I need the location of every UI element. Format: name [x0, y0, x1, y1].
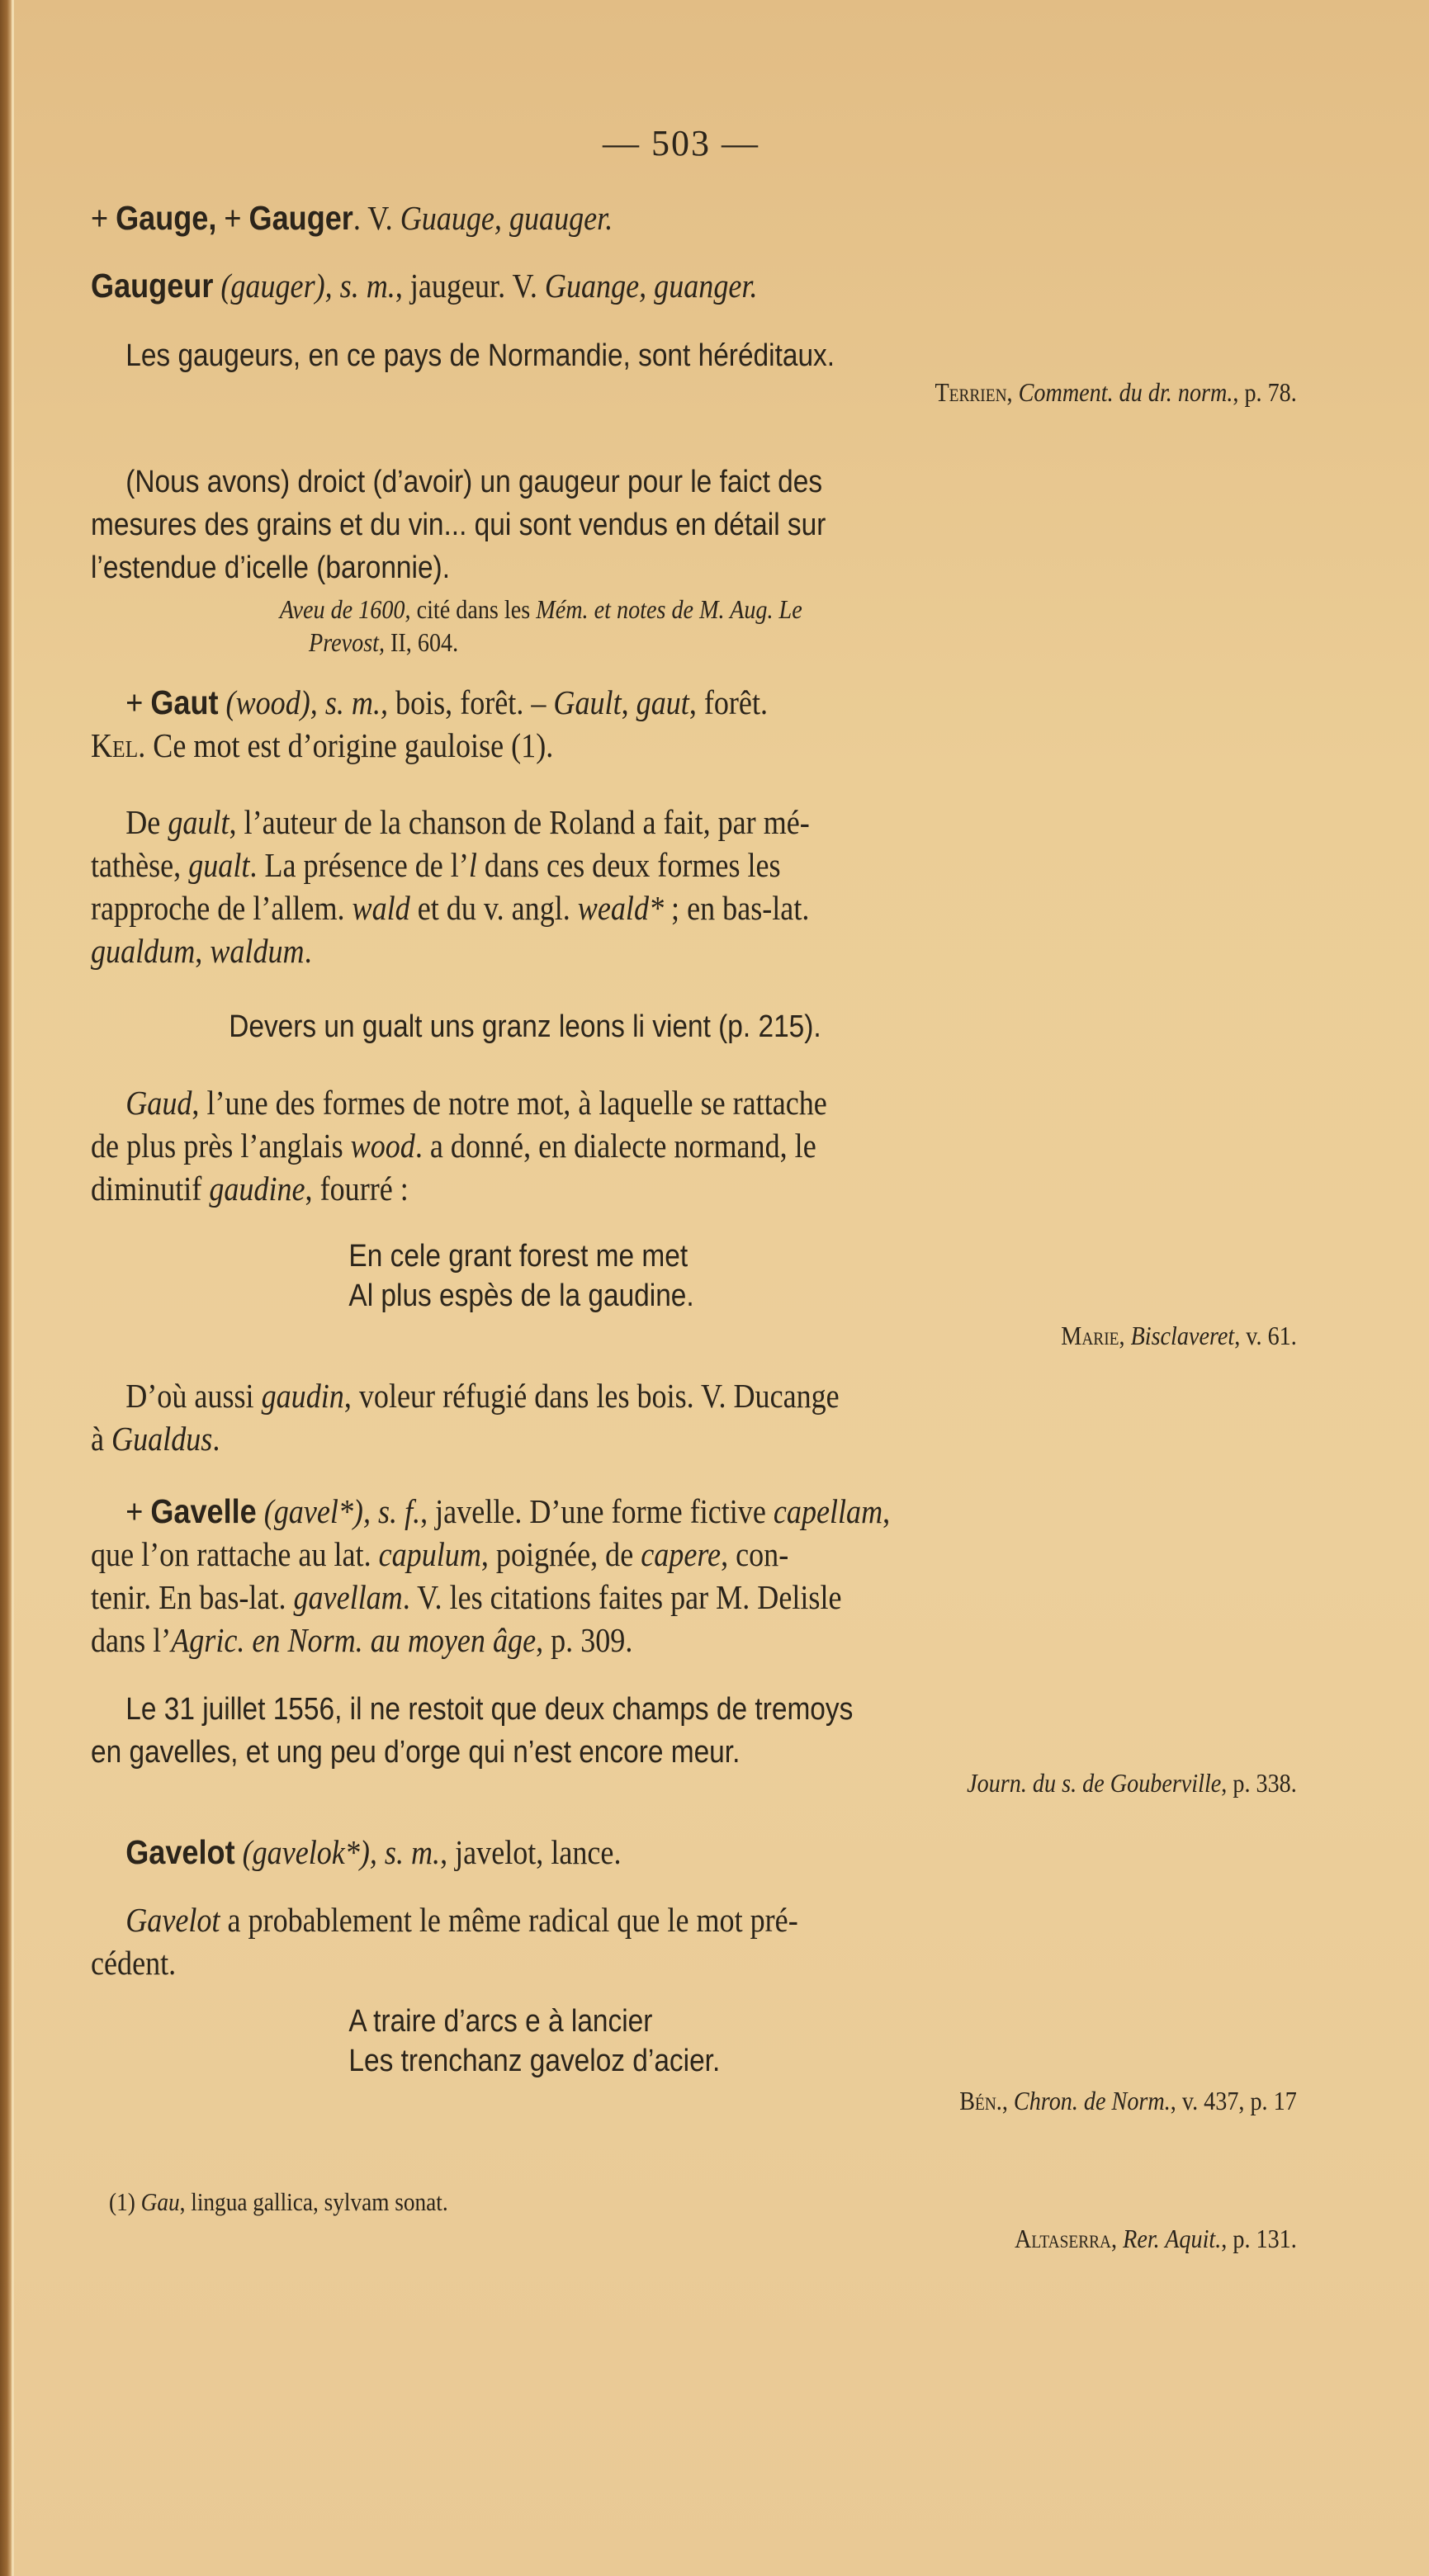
text: , [882, 1492, 891, 1530]
verse-marie [91, 1236, 1429, 1316]
text: tenir. En bas-lat. [91, 1578, 294, 1616]
term: capulum [378, 1535, 481, 1573]
footnote [91, 2186, 1315, 2219]
plus-mark-icon: + [91, 199, 109, 237]
quote-aveu [91, 461, 1297, 589]
paragraph-gaud [91, 1081, 1297, 1210]
quote-line: (Nous avons) droict (d’avoir) un gaugeur pour le faict des [125, 465, 823, 499]
page-number: — 503 — [603, 123, 759, 163]
text: , voleur réfugié dans les bois. V. Ducange [343, 1377, 840, 1415]
cite-work: Bisclaveret [1130, 1321, 1235, 1350]
text: , l’auteur de la chanson de Roland a fait, par mé- [229, 803, 810, 841]
text: , con- [721, 1535, 789, 1573]
text: que l’on rattache au lat. [91, 1535, 379, 1573]
headword: Gaugeur [91, 267, 214, 305]
text: , fourré : [305, 1170, 409, 1208]
term: Agric. en Norm. au moyen âge [171, 1621, 537, 1659]
grammar: , s. m. [324, 267, 395, 305]
text: rapproche de l’allem. [91, 889, 353, 927]
paragraph-gault [91, 801, 1297, 972]
term: capellam [773, 1492, 883, 1530]
cite-page: , v. 437, p. 17 [1170, 2086, 1297, 2115]
headword: Gaut [150, 683, 219, 721]
cite-page: , v. 61. [1234, 1321, 1297, 1350]
variant-forms: Guauge, guauger. [400, 199, 613, 237]
text: tathèse, [91, 846, 189, 884]
text: . V. les citations faites par M. Delisle [402, 1578, 842, 1616]
grammar: , s. m. [369, 1833, 441, 1871]
text: de plus près l’anglais [91, 1127, 351, 1165]
cross-ref: . V. [353, 199, 393, 237]
text: ; en bas-lat. [664, 889, 810, 927]
definition: . Ce mot est d’origine gauloise (1). [138, 726, 554, 764]
grammar: , s. m., [310, 683, 389, 721]
variant-forms: Guange, guanger. [544, 267, 758, 305]
cite-work: Mém. et notes de M. Aug. Le [536, 594, 802, 624]
cite-author: Altaserra, [1014, 2224, 1118, 2253]
etymon: (gavel*) [263, 1492, 363, 1530]
text: , p. 309. [536, 1621, 633, 1659]
cite-page: , p. 78. [1233, 377, 1297, 407]
entry-gavelle [91, 1490, 1297, 1661]
verse-line: Al plus espès de la gaudine. [348, 1279, 694, 1313]
entry-gaut [91, 681, 1297, 767]
cite-work: Journ. du s. de Gouberville [967, 1768, 1222, 1798]
text: . a donné, en dialecte normand, le [414, 1127, 816, 1165]
term: gualdum [91, 932, 196, 970]
term: gaudin [261, 1377, 344, 1415]
verse-line: A traire d’arcs e à lancier [348, 2004, 653, 2039]
quote-line: mesures des grains et du vin... qui sont vendus en détail sur [91, 508, 826, 542]
term: Gavelot [125, 1901, 220, 1939]
paragraph-gavelot [91, 1898, 1297, 1984]
variant-form: gaut [636, 683, 689, 721]
definition: , forêt. [688, 683, 768, 721]
text: . [304, 932, 312, 970]
cite-work: Chron. de Norm. [1013, 2086, 1171, 2115]
entry-gavelot [91, 1831, 1332, 1874]
cite-work: Comment. du dr. norm. [1018, 377, 1233, 407]
variant-form: Gault [553, 683, 622, 721]
cite-work: Prevost, [309, 627, 386, 657]
citation-benoit [91, 2084, 1429, 2117]
text: à [91, 1420, 112, 1458]
etymon: (gauger) [220, 267, 325, 305]
term: wald [352, 889, 410, 927]
term: gavellam [293, 1578, 403, 1616]
verse-line: En cele grant forest me met [348, 1239, 688, 1274]
definition: bois, forêt. – [388, 683, 554, 721]
term: waldum [210, 932, 305, 970]
cite-work: Aveu de 1600, [279, 594, 411, 624]
citation-marie [91, 1319, 1429, 1352]
footnote-number: (1) [109, 2187, 135, 2216]
etymon: (wood) [225, 683, 310, 721]
text: a probablement le même radical que le mot pré- [220, 1901, 798, 1939]
term: gaudine [209, 1170, 305, 1208]
paragraph-gaudin [91, 1374, 1297, 1460]
text: diminutif [91, 1170, 210, 1208]
quote-terrien: Les gaugeurs, en ce pays de Normandie, sont héréditaux. [125, 338, 835, 373]
headword: Gavelot [125, 1833, 235, 1871]
cite-author: Terrien, [935, 377, 1013, 407]
text: . [212, 1420, 220, 1458]
footnote-text: , lingua gallica, sylvam sonat. [179, 2187, 448, 2216]
plus-mark-icon: + [125, 1492, 144, 1530]
term: Gualdus [111, 1420, 213, 1458]
etymon: (gavelok*) [242, 1833, 370, 1871]
verse-benoit [91, 2002, 1429, 2081]
term: l [468, 846, 477, 884]
citation-aveu [91, 593, 1429, 659]
quote-line: en gavelles, et ung peu d’orge qui n’est encore meur. [91, 1735, 741, 1770]
page-edge [12, 0, 14, 2576]
term: gualt [188, 846, 250, 884]
cite-page: II, 604. [385, 627, 459, 657]
citation-altaserra [91, 2222, 1429, 2255]
book-spine [0, 0, 12, 2576]
plus-mark-icon: + [224, 199, 242, 237]
quote-line: l’estendue d’icelle (baronnie). [91, 551, 450, 585]
source-abbrev: Kel [91, 726, 139, 764]
cite-text: cité dans les [410, 594, 537, 624]
cite-author: Marie, [1061, 1321, 1125, 1350]
citation-terrien [91, 376, 1429, 409]
term: capere [641, 1535, 722, 1573]
text: , javelle. D’une forme fictive [420, 1492, 774, 1530]
quote-gouberville [91, 1688, 1297, 1774]
text: D’où aussi [125, 1377, 262, 1415]
verse-line: Les trenchanz gaveloz d’acier. [348, 2044, 721, 2078]
cite-page: , p. 131. [1221, 2224, 1297, 2253]
term: Gau [140, 2187, 180, 2216]
cite-work: Rer. Aquit. [1123, 2224, 1222, 2253]
quote-line: Le 31 juillet 1556, il ne restoit que deux champs de tremoys [125, 1692, 854, 1727]
headword: Gavelle [150, 1492, 257, 1530]
separator: , [621, 683, 636, 721]
headword: Gauge, [116, 199, 217, 237]
term: weald* [577, 889, 665, 927]
headword: Gauger [248, 199, 353, 237]
text: , l’une des formes de notre mot, à laquelle se rattache [192, 1084, 827, 1122]
text: et du v. angl. [409, 889, 578, 927]
quote-roland: Devers un gualt uns granz leons li vient (p. 215). [229, 1009, 821, 1044]
term: wood [350, 1127, 415, 1165]
text: dans ces deux formes les [476, 846, 781, 884]
text: cédent. [91, 1944, 177, 1982]
cite-page: , p. 338. [1221, 1768, 1297, 1798]
text: De [125, 803, 168, 841]
text: , poignée, de [480, 1535, 641, 1573]
term: gault [168, 803, 229, 841]
plus-mark-icon: + [125, 683, 144, 721]
entry-gaugeur [91, 264, 1297, 307]
text: dans l’ [91, 1621, 172, 1659]
text: , [195, 932, 211, 970]
cite-author: Bén., [959, 2086, 1008, 2115]
citation-gouberville [91, 1766, 1429, 1799]
definition: , javelot, lance. [440, 1833, 622, 1871]
entry-gauge [91, 196, 1297, 239]
text: . La présence de l’ [249, 846, 469, 884]
grammar: , s. f. [362, 1492, 421, 1530]
term: Gaud [125, 1084, 192, 1122]
definition: , jaugeur. V. [395, 267, 537, 305]
